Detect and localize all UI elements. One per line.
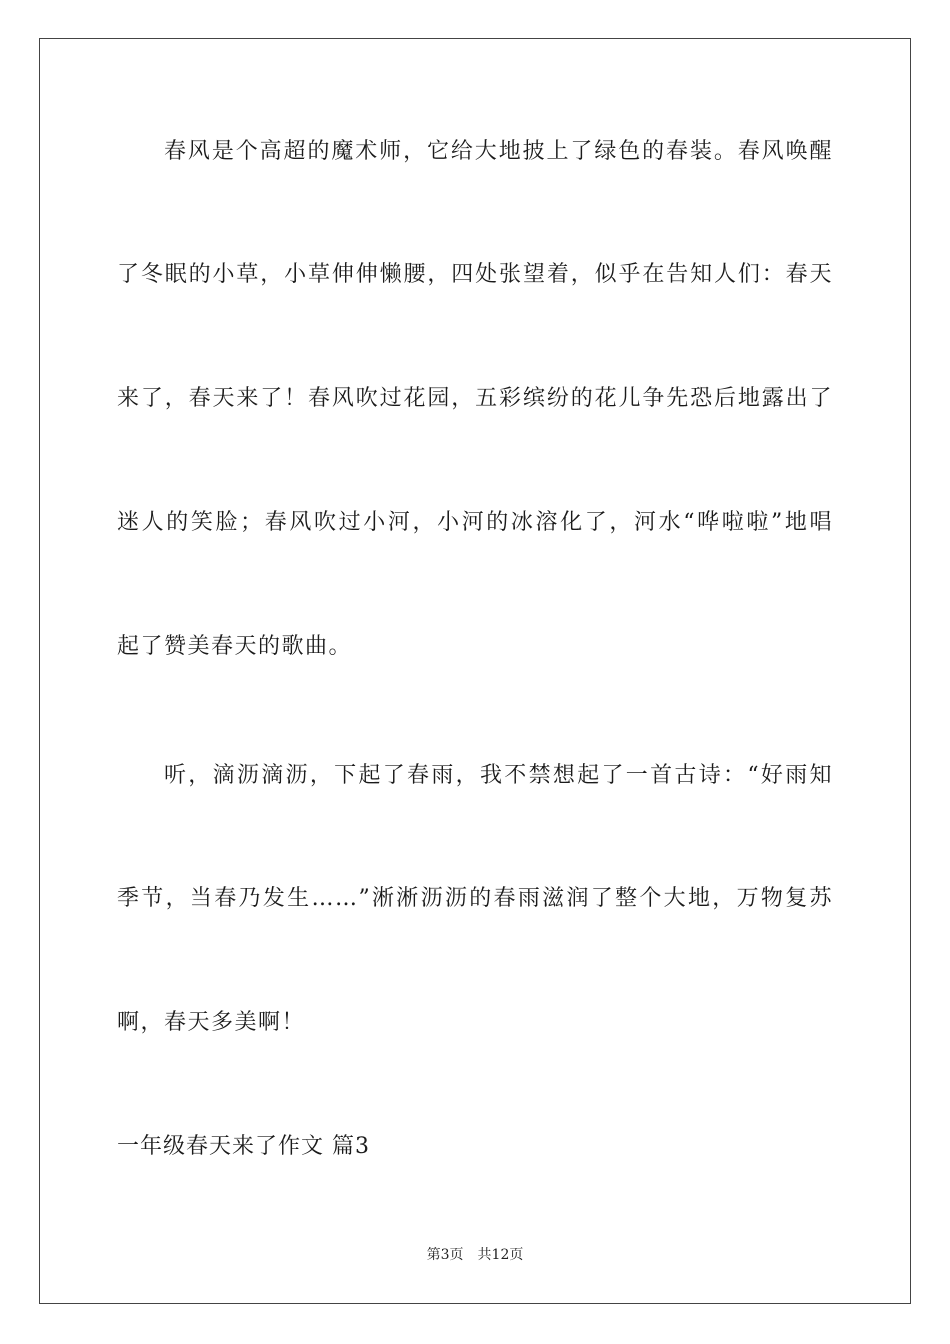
paragraph-1-line-1: 春风是个高超的魔术师，它给大地披上了绿色的春装。春风唤醒 [164, 139, 833, 164]
paragraph-2-line-3: 啊，春天多美啊！ [117, 1010, 306, 1035]
page-total: 共12页 [477, 1247, 524, 1263]
paragraph-1-line-4: 迷人的笑脸；春风吹过小河，小河的冰溶化了，河水“哗啦啦”地唱 [117, 510, 833, 535]
paragraph-2-line-2: 季节，当春乃发生……”淅淅沥沥的春雨滋润了整个大地，万物复苏 [117, 886, 833, 911]
page-footer [0, 1245, 950, 1265]
paragraph-1-line-3: 来了，春天来了！春风吹过花园，五彩缤纷的花儿争先恐后地露出了 [117, 386, 833, 411]
paragraph-2-line-1: 听，滴沥滴沥，下起了春雨，我不禁想起了一首古诗：“好雨知 [164, 763, 833, 788]
section-heading: 一年级春天来了作文 篇3 [117, 1134, 370, 1159]
page-number: 第3页 [426, 1247, 464, 1263]
paragraph-1-line-2: 了冬眠的小草，小草伸伸懒腰，四处张望着，似乎在告知人们：春天 [117, 262, 833, 287]
paragraph-1-line-5: 起了赞美春天的歌曲。 [117, 634, 353, 659]
page-frame [39, 38, 911, 1304]
